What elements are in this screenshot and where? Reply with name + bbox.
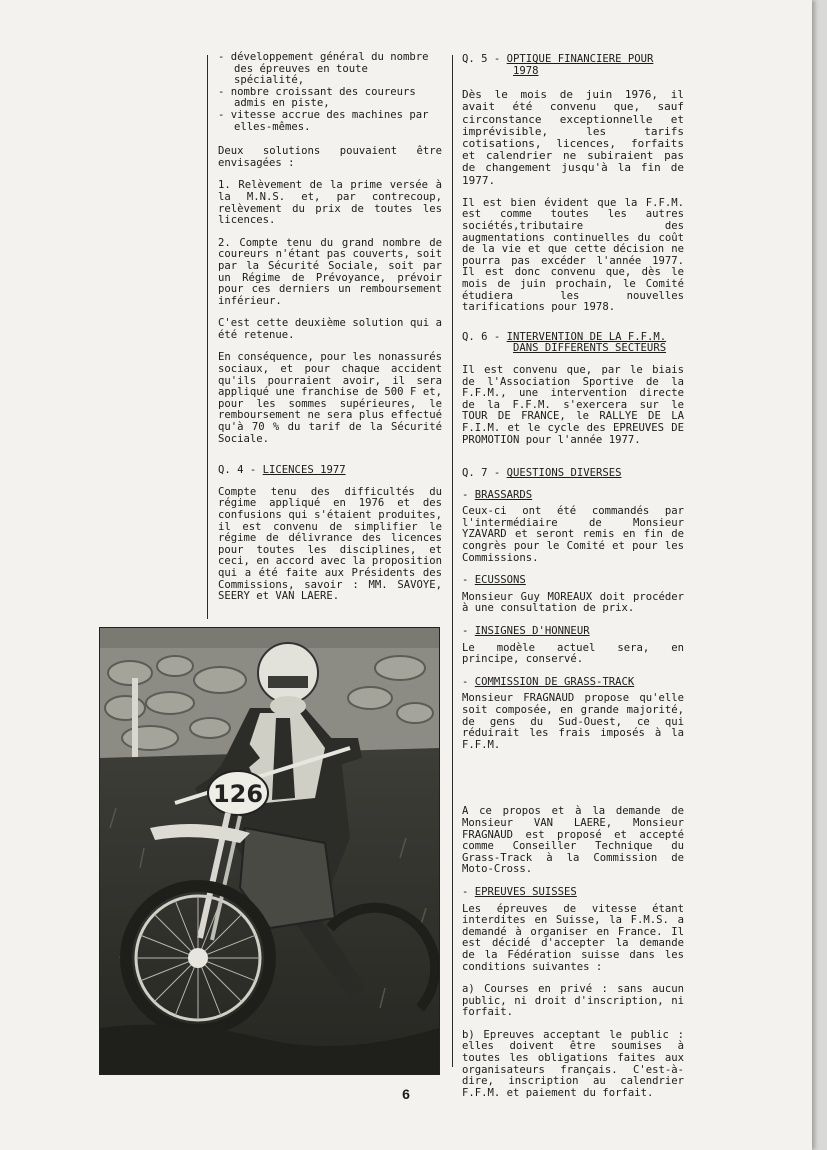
q5-paragraph: Il est bien évident que la F.F.M. est comme toutes les autres sociétés,tributaire des augmentations continuelles du coût de la vie et que cette décision ne pourra pas excéder l'année 1977. Il est donc convenu que, dès le mois de juin prochain, le Comité étudiera les nouvelles tarifications pour 1978. xyxy=(462,196,684,314)
paragraph: 2. Compte tenu du grand nombre de coureurs n'étant pas couverts, soit par la Sécurité Sociale, soit par un Régime de Prévoyance, prévoir pour ces derniers un remboursement inférieur. xyxy=(218,236,442,307)
q7-title: QUESTIONS DIVERSES xyxy=(506,467,622,480)
epreuves-suisses-text: Les épreuves de vitesse étant interdites en Suisse, la F.M.S. a demandé à organiser en France. Il est décidé d'accepter la demande de la Fédération suisse dans les conditions suivantes : xyxy=(462,902,684,973)
left-column-rule xyxy=(207,55,208,619)
motocross-rider-image xyxy=(100,628,439,1074)
q4-text: Compte tenu des difficultés du régime appliqué en 1976 et des confusions qui s'étaient produites, il est convenu de simplifier le régime de délivrance des licences pour toutes les disciplines, et ceci, en accord avec la proposition qui a été faite aux Présidents des Commissions, savoir : MM. SAVOYE, SEERY et VAN LAERE. xyxy=(218,485,442,603)
q4-title: LICENCES 1977 xyxy=(262,464,346,477)
q7-number: Q. 7 - xyxy=(462,467,501,480)
epreuves-suisses-b: b) Epreuves acceptant le public : elles doivent être soumises à toutes les obligations faites aux organisateurs français. C'est-à-dire, inscription au calendrier F.F.M. et paiement du forfait. xyxy=(462,1028,684,1099)
q5-title: OPTIQUE FINANCIERE POUR xyxy=(506,53,654,65)
grass-track-text: Monsieur FRAGNAUD propose qu'elle soit composée, en grande majorité, de gens du Sud-Ouest, ce qui réduirait les frais imposés à la F.F.M. xyxy=(462,692,684,751)
bullet-list xyxy=(218,52,442,133)
grass-track-heading: - COMMISSION DE GRASS-TRACK xyxy=(462,675,635,688)
grass-track-text-2: A ce propos et à la demande de Monsieur VAN LAERE, Monsieur FRAGNAUD est proposé et accepté comme Conseiller Technique du Grass-Track à la Commission de Moto-Cross. xyxy=(462,805,684,876)
center-column-rule xyxy=(452,55,453,1067)
q7-heading xyxy=(462,468,684,480)
q5-paragraph: Dès le mois de juin 1976, il avait été convenu que, sauf circonstance exceptionnelle et imprévisible, les tarifs cotisations, licences, forfaits et calendrier ne subiraient pas de changement jusqu'à la fin de 1977. xyxy=(462,88,684,187)
q5-title-line2: 1978 xyxy=(513,64,539,77)
epreuves-suisses-heading: - EPREUVES SUISSES xyxy=(462,885,577,898)
brassards-heading: - BRASSARDS xyxy=(462,488,533,501)
q5-number: Q. 5 - xyxy=(462,53,501,65)
q6-text: Il est convenu que, par le biais de l'Association Sportive de la F.F.M., une intervention directe de la F.F.M. s'exercera sur le TOUR DE FRANCE, le RALLYE DE LA F.I.M. et le cycle des EPREUVES DE PROMOTION pour l'année 1977. xyxy=(462,363,684,446)
epreuves-suisses-a: a) Courses en privé : sans aucun public, ni droit d'inscription, ni forfait. xyxy=(462,983,684,1019)
insignes-text: Le modèle actuel sera, en principe, conservé. xyxy=(462,641,684,666)
ecussons-heading: - ECUSSONS xyxy=(462,574,526,587)
page-number: 6 xyxy=(402,1086,410,1102)
q4-heading xyxy=(218,465,442,477)
paragraph: Deux solutions pouvaient être envisagées : xyxy=(218,145,442,169)
list-item: - vitesse accrue des machines par elles-mêmes. xyxy=(218,108,429,133)
insignes-heading: - INSIGNES D'HONNEUR xyxy=(462,625,590,638)
motocross-photo xyxy=(99,627,440,1075)
paragraph: En conséquence, pour les nonassurés sociaux, et pour chaque accident qu'ils pourraient avoir, il sera appliqué une franchise de 500 F et, pour les sommes supérieures, le remboursement ne sera plus effectué qu'à 70 % du tarif de la Sécurité Sociale. xyxy=(218,351,442,445)
q5-heading xyxy=(462,54,684,77)
q6-heading xyxy=(462,332,684,355)
q6-title-line2: DANS DIFFERENTS SECTEURS xyxy=(513,342,667,355)
list-item: - nombre croissant des coureurs admis en piste, xyxy=(218,85,416,110)
right-column xyxy=(462,54,684,1110)
paragraph: C'est cette deuxième solution qui a été retenue. xyxy=(218,317,442,341)
q6-title: INTERVENTION DE LA F.F.M. xyxy=(506,330,667,343)
ecussons-text: Monsieur Guy MOREAUX doit procéder à une consultation de prix. xyxy=(462,590,684,615)
left-column xyxy=(218,52,442,614)
list-item: - développement général du nombre des épreuves en toute spécialité, xyxy=(218,51,429,87)
q6-number: Q. 6 - xyxy=(462,330,501,343)
paragraph: 1. Relèvement de la prime versée à la M.N.S. et, par contrecoup, relèvement du prix de toutes les licences. xyxy=(218,179,442,227)
brassards-text: Ceux-ci ont été commandés par l'intermédiaire de Monsieur YZAVARD et seront remis en fin de congrès pour le Comité et pour les Commissions. xyxy=(462,505,684,564)
bike-number-plate: 126 xyxy=(212,780,264,808)
q4-number: Q. 4 - xyxy=(218,464,257,477)
